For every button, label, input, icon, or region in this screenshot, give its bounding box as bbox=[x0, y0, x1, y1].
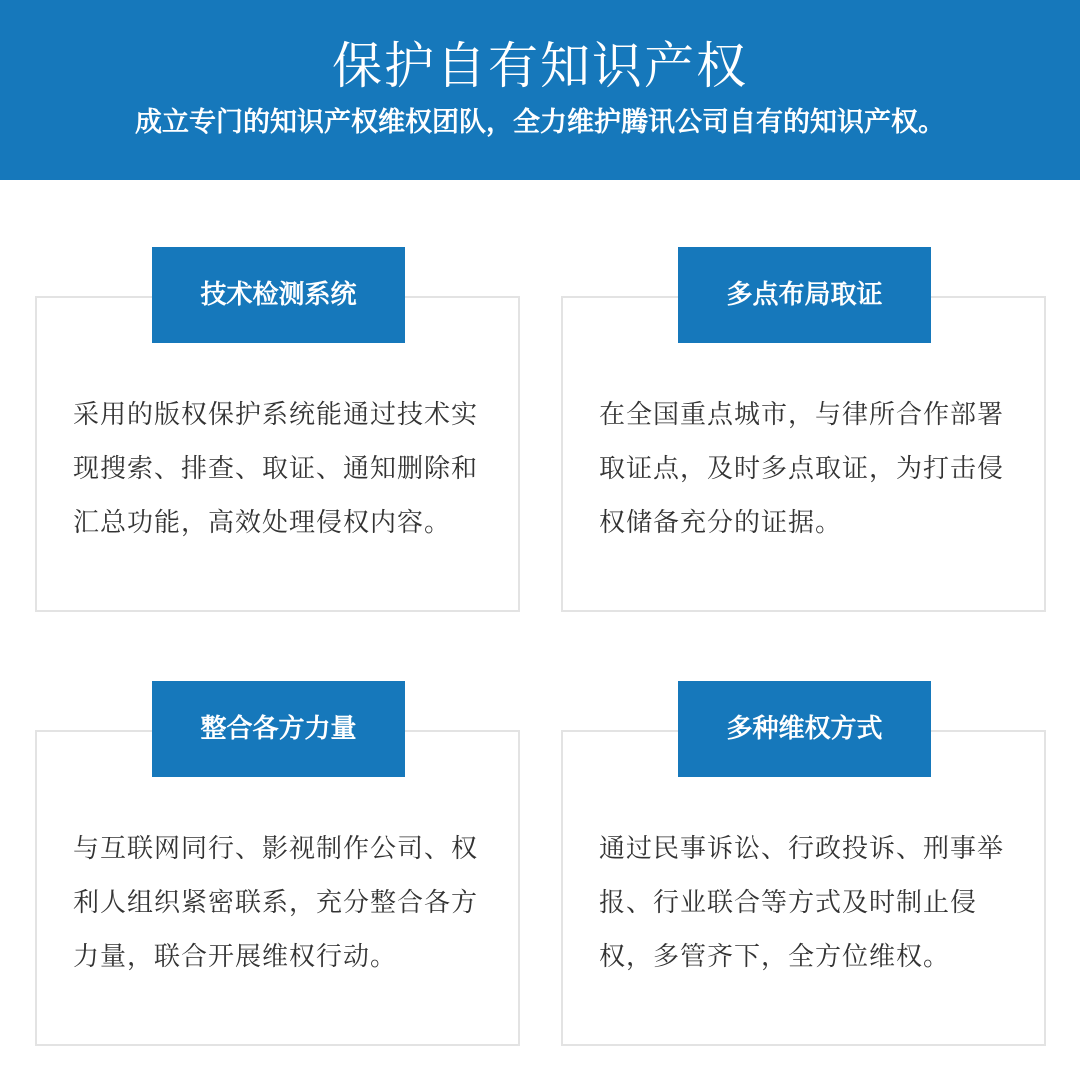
card-heading: 技术检测系统 bbox=[152, 247, 405, 343]
card-body: 与互联网同行、影视制作公司、权利人组织紧密联系，充分整合各方力量，联合开展维权行动。 bbox=[73, 834, 479, 972]
card-body: 采用的版权保护系统能通过技术实现搜索、排查、取证、通知删除和汇总功能，高效处理侵权内容。 bbox=[73, 400, 479, 538]
card-integrate-forces bbox=[35, 730, 520, 1046]
card-body: 通过民事诉讼、行政投诉、刑事举报、行业联合等方式及时制止侵权，多管齐下，全方位维权。 bbox=[599, 834, 1005, 972]
page-subtitle: 成立专门的知识产权维权团队，全力维护腾讯公司自有的知识产权。 bbox=[135, 107, 945, 138]
page-title: 保护自有知识产权 bbox=[332, 37, 748, 95]
card-heading: 多种维权方式 bbox=[678, 681, 931, 777]
card-heading: 多点布局取证 bbox=[678, 247, 931, 343]
card-tech-detection bbox=[35, 296, 520, 612]
header-banner bbox=[0, 0, 1080, 180]
card-body: 在全国重点城市，与律所合作部署取证点，及时多点取证，为打击侵权储备充分的证据。 bbox=[599, 400, 1005, 538]
card-evidence-collection bbox=[561, 296, 1046, 612]
card-enforcement-methods bbox=[561, 730, 1046, 1046]
card-heading: 整合各方力量 bbox=[152, 681, 405, 777]
